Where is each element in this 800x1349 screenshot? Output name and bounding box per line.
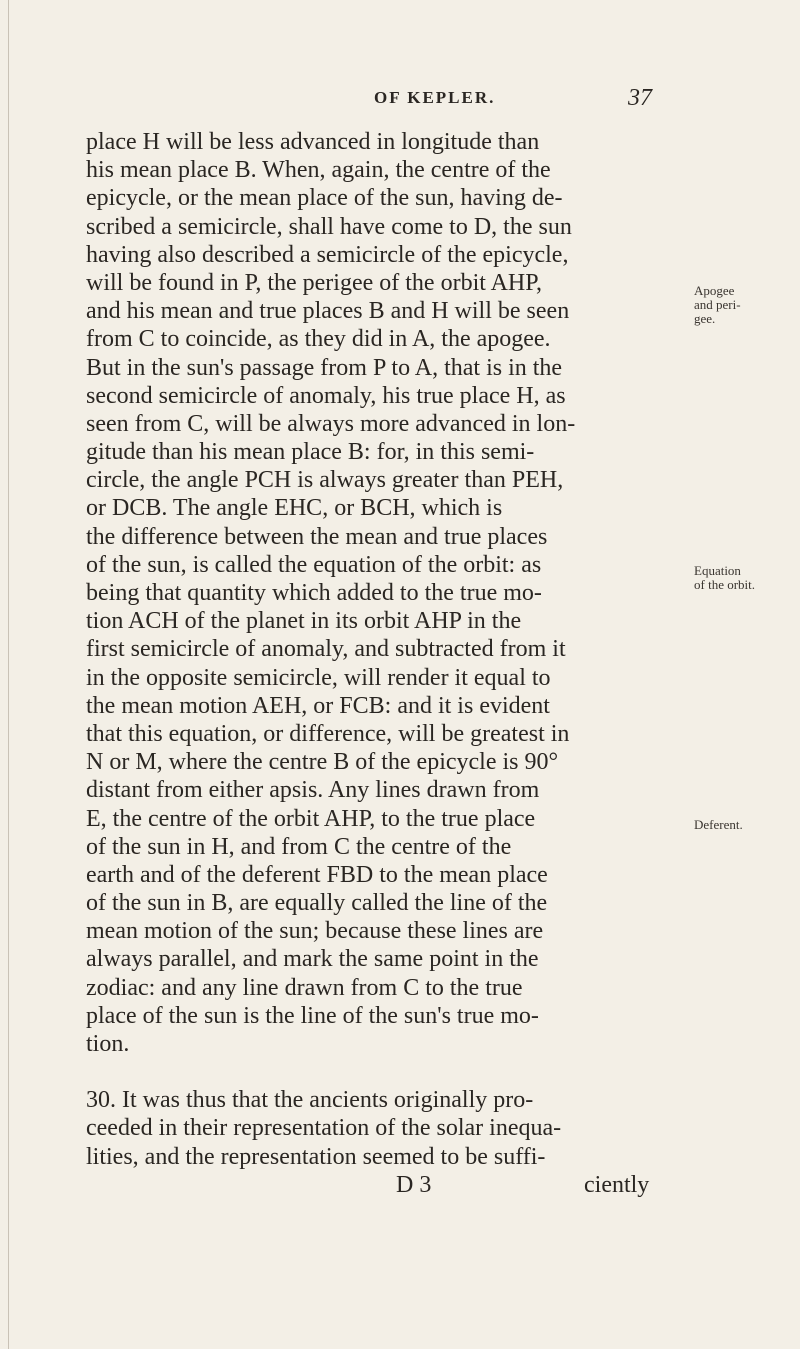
sidenote-equation xyxy=(694,564,798,592)
text-line: always parallel, and mark the same point in the xyxy=(86,946,539,973)
text-line: second semicircle of anomaly, his true place H, as xyxy=(86,382,566,409)
text-line: gitude than his mean place B: for, in this semi- xyxy=(86,439,535,466)
text-line: circle, the angle PCH is always greater than PEH, xyxy=(86,467,564,494)
catchword: ciently xyxy=(584,1171,650,1198)
text-line: mean motion of the sun; because these lines are xyxy=(86,918,544,945)
text-line: tion. xyxy=(86,1031,130,1057)
paragraph-2 xyxy=(86,1086,686,1171)
text-line: that this equation, or difference, will be greatest in xyxy=(86,720,570,747)
text-line: distant from either apsis. Any lines drawn from xyxy=(86,777,540,804)
text-line: N or M, where the centre B of the epicycle is 90° xyxy=(86,749,559,776)
paragraph-1 xyxy=(86,128,686,1058)
text-line: 30. It was thus that the ancients originally pro- xyxy=(86,1087,534,1114)
signature-mark: D 3 xyxy=(396,1171,432,1198)
text-line: his mean place B. When, again, the centre of the xyxy=(86,157,551,184)
text-line: of the sun, is called the equation of the orbit: as xyxy=(86,551,542,578)
sidenote-line: and peri- xyxy=(694,297,741,312)
paragraph-gap xyxy=(86,1058,686,1086)
text-line: E, the centre of the orbit AHP, to the true place xyxy=(86,805,536,832)
text-line: place H will be less advanced in longitude than xyxy=(86,129,540,155)
text-line: lities, and the representation seemed to be suffi- xyxy=(86,1143,546,1170)
sidenote-line: gee. xyxy=(694,311,716,326)
sidenote-line: of the orbit. xyxy=(694,577,756,592)
sidenote-deferent xyxy=(694,818,798,832)
text-line: will be found in P, the perigee of the orbit AHP, xyxy=(86,269,542,296)
text-line: and his mean and true places B and H will be seen xyxy=(86,298,570,325)
sidenote-line: Apogee xyxy=(694,283,735,298)
sidenote-line: Equation xyxy=(694,563,741,578)
text-line: the mean motion AEH, or FCB: and it is evident xyxy=(86,692,550,719)
text-line: first semicircle of anomaly, and subtracted from it xyxy=(86,636,566,663)
page-number: 37 xyxy=(628,85,652,111)
text-line: epicycle, or the mean place of the sun, having de- xyxy=(86,185,563,212)
text-line: But in the sun's passage from P to A, that is in the xyxy=(86,354,563,381)
text-line: zodiac: and any line drawn from C to the true xyxy=(86,974,523,1001)
text-line: place of the sun is the line of the sun's true mo- xyxy=(86,1002,539,1029)
sidenote-apogee xyxy=(694,284,798,326)
text-line: tion ACH of the planet in its orbit AHP in the xyxy=(86,608,522,635)
body-text xyxy=(86,128,686,1199)
page-edge-rule xyxy=(8,0,9,1349)
text-line: having also described a semicircle of the epicycle, xyxy=(86,241,569,268)
text-line: in the opposite semicircle, will render it equal to xyxy=(86,664,551,691)
sidenote-line: Deferent. xyxy=(694,817,743,832)
text-line: earth and of the deferent FBD to the mean place xyxy=(86,861,548,888)
running-title: OF KEPLER. xyxy=(374,88,496,107)
text-line: the difference between the mean and true places xyxy=(86,523,548,550)
text-line: seen from C, will be always more advanced in lon- xyxy=(86,410,576,437)
text-line: ceeded in their representation of the solar inequa- xyxy=(86,1115,562,1142)
text-line: from C to coincide, as they did in A, the apogee. xyxy=(86,326,551,353)
text-line: of the sun in B, are equally called the line of the xyxy=(86,890,548,917)
signature-line xyxy=(86,1171,686,1199)
text-line: of the sun in H, and from C the centre of the xyxy=(86,833,512,860)
text-line: being that quantity which added to the true mo- xyxy=(86,580,542,606)
text-line: or DCB. The angle EHC, or BCH, which is xyxy=(86,495,503,522)
text-line: scribed a semicircle, shall have come to D, the sun xyxy=(86,213,572,240)
